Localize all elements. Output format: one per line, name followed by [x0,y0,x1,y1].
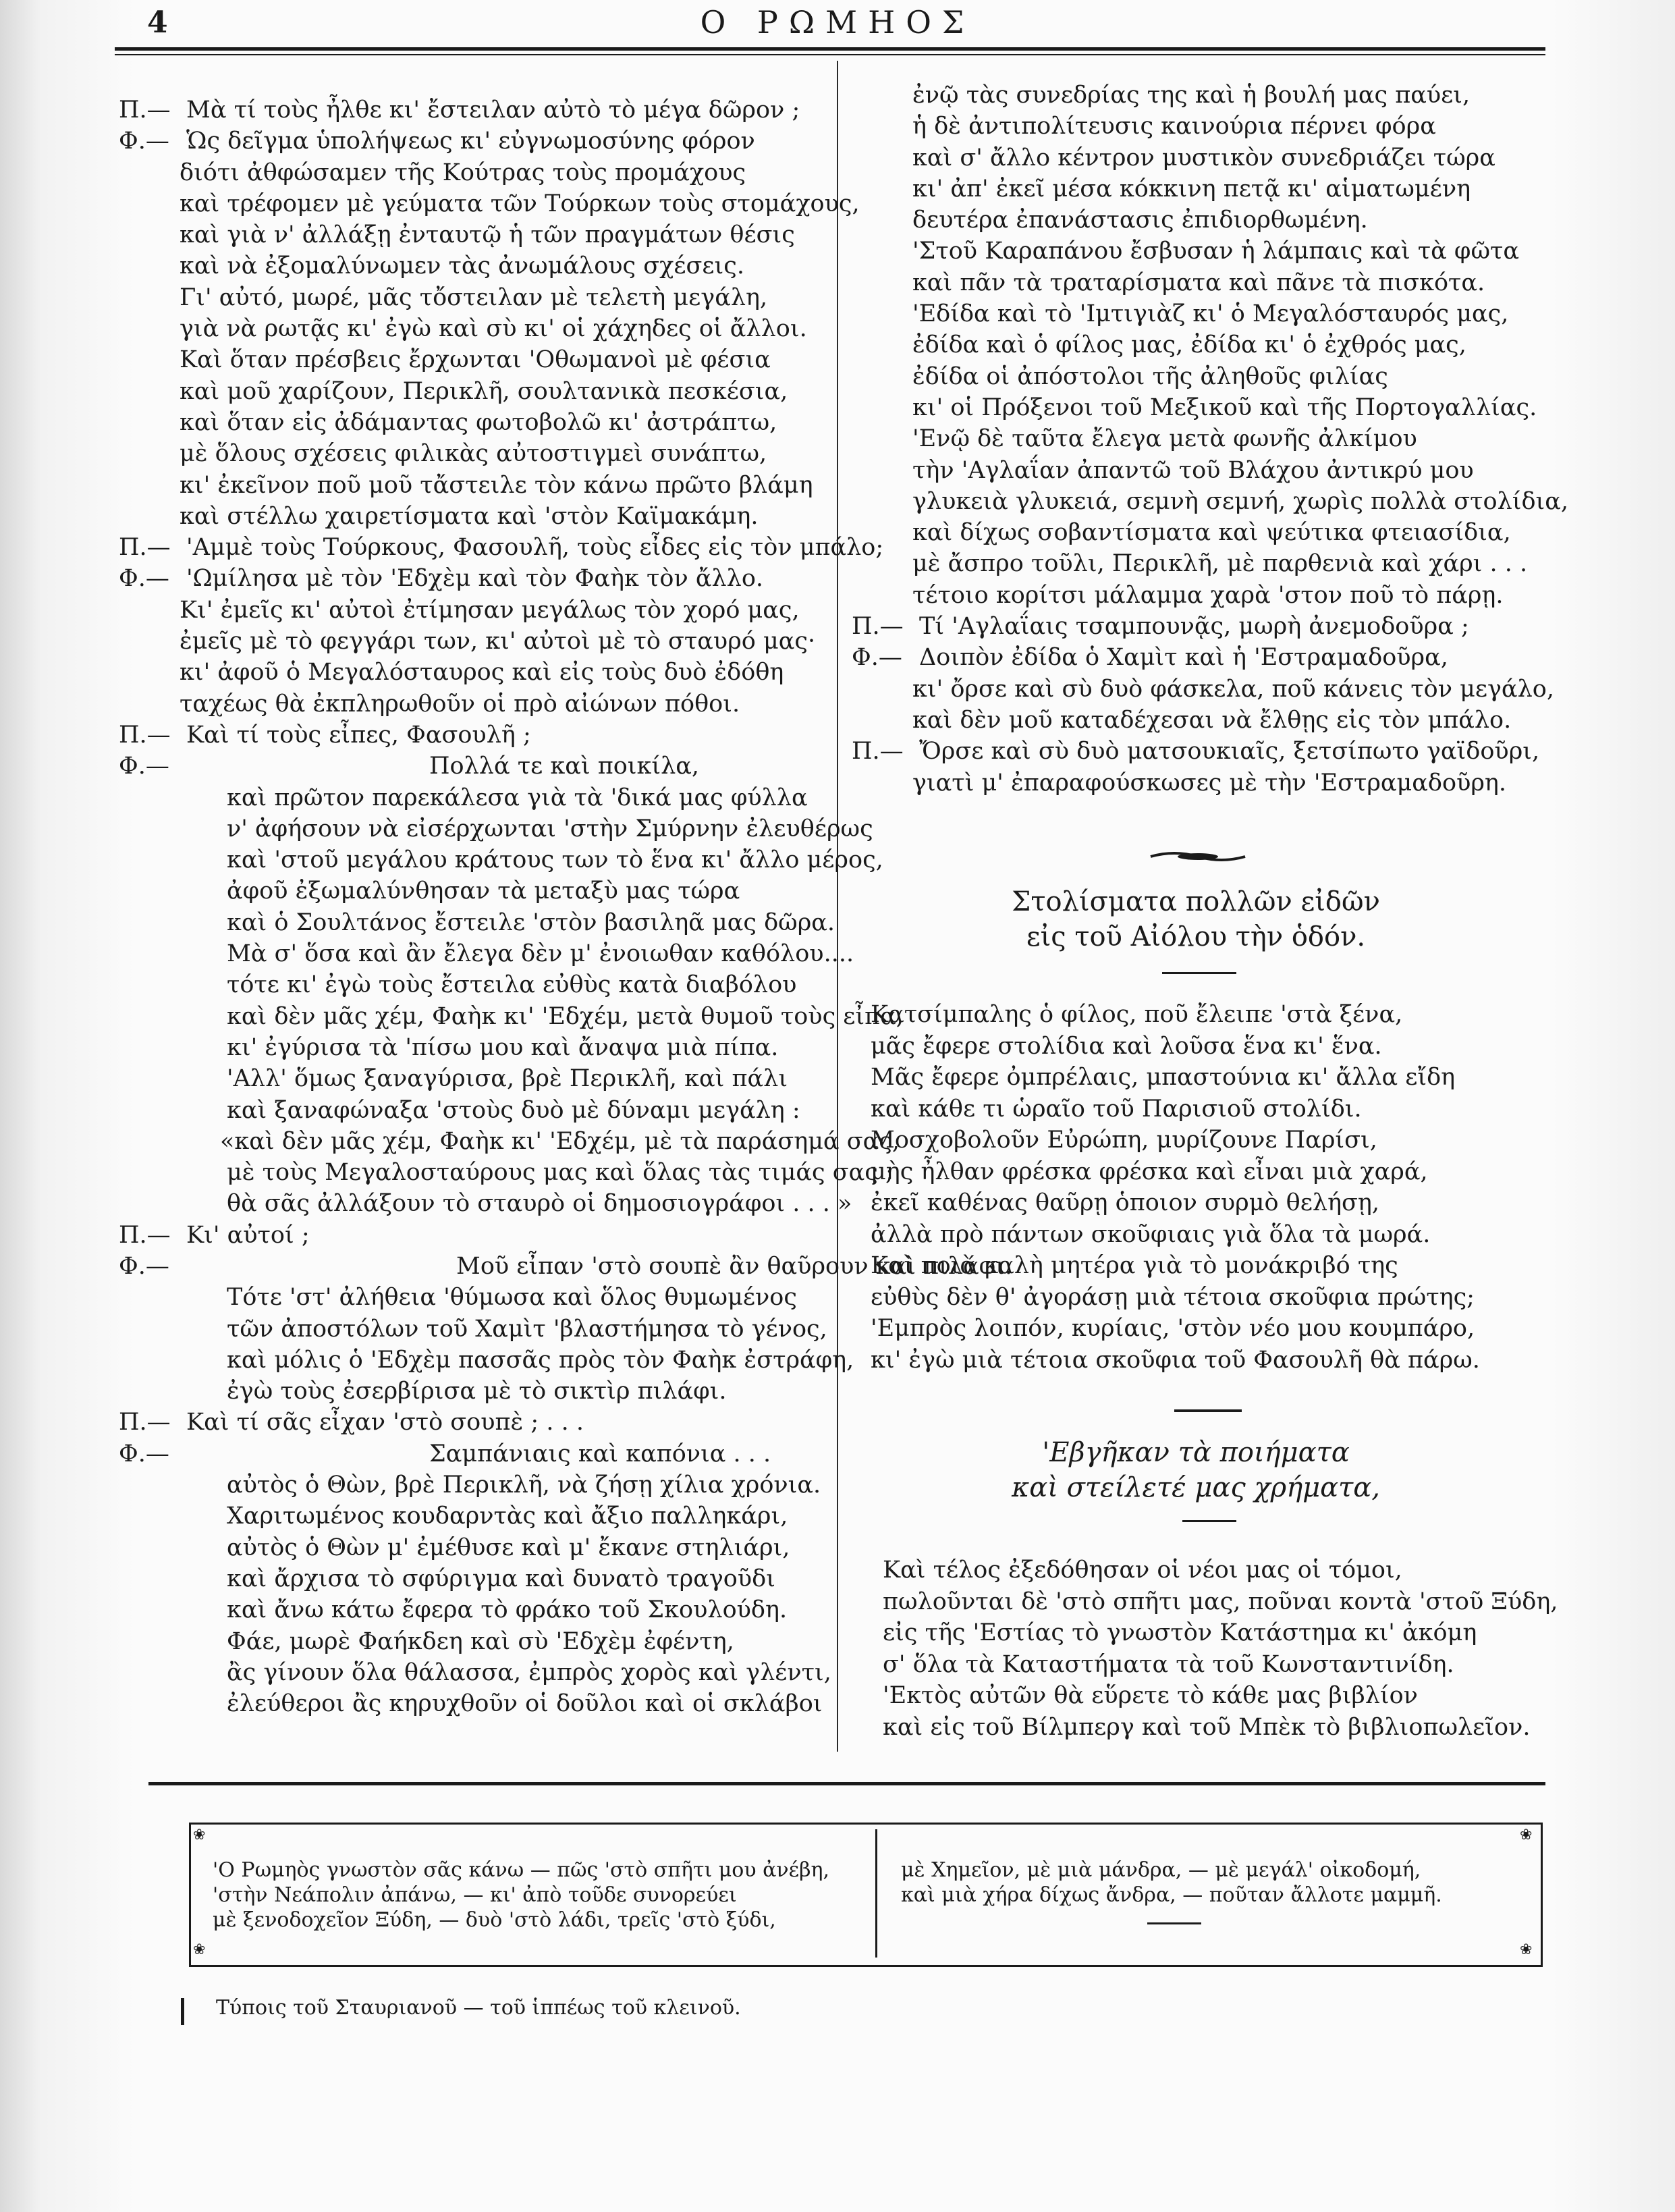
text-line [119,250,829,281]
line-text: Μοῦ εἶπαν 'στὸ σουπὲ ἂν θαῦρουν καὶ πιλάφι. [456,1252,1013,1280]
line-text: 'Ωμίλησα μὲ τὸν 'Εδχὲμ καὶ τὸν Φαὴκ τὸν ἄλλο. [186,565,764,593]
text-line [119,344,829,375]
text-line [119,532,884,563]
line-text: καὶ δίχως σοβαντίσματα καὶ ψεύτικα φτειασίδια, [912,519,1511,547]
line-text: αὐτὸς ὁ Θὼν, βρὲ Περικλῆ, νὰ ζήσῃ χίλια χρόνια. [227,1472,821,1499]
text-line: καὶ μιὰ χήρα δίχως ἄνδρα, — ποῦταν ἄλλοτε μαμμῆ. [901,1883,1442,1907]
line-text: ν' ἀφήσουν νὰ εἰσέρχωνται 'στὴν Σμύρνην ἐλευθέρως [227,815,873,842]
line-text: τὴν 'Αγλαΐαν ἀπαντῶ τοῦ Βλάχου ἀντικρύ μου [912,456,1474,484]
speaker-label: Φ.— [119,1440,169,1467]
text-line [119,1188,852,1219]
text-line [119,689,829,720]
text-line [119,1095,829,1126]
footer-ornament [1147,1922,1201,1924]
line-text: κι' ἀπ' ἐκεῖ μέσα κόκκινη πετᾷ κι' αἱματωμένη [912,175,1471,203]
ornament-divider [1147,844,1248,871]
text-line [119,438,829,469]
printer-marker [181,1998,184,2025]
text-line [119,1157,894,1188]
line-text: καὶ μόλις ὁ 'Εδχὲμ πασσᾶς πρὸς τὸν Φαὴκ ἐστράφη, [227,1346,854,1374]
line-text: γιὰ νὰ ρωτᾷς κι' ἐγὼ καὶ σὺ κι' οἱ χάχηδες οἱ ἄλλοι. [180,315,807,343]
text-line [119,407,829,438]
line-text: 'Στοῦ Καραπάνου ἔσβυσαν ἡ λάμπαις καὶ τὰ φῶτα [912,238,1519,265]
text-line [852,674,1554,705]
line-text: ἐνῷ τὰς συνεδρίας της καὶ ἡ βουλή μας παύει, [912,82,1471,109]
text-line: Καὶ τέλος ἐξεδόθησαν οἱ νέοι μας οἱ τόμοι, [883,1557,1402,1584]
line-text: Κι' αὐτοί ; [186,1221,310,1249]
text-line: μᾶς ἔφερε στολίδια καὶ λοῦσα ἕνα κι' ἕνα. [871,1032,1382,1060]
header-rule-thick [115,47,1545,51]
line-text: τῶν ἀποστόλων τοῦ Χαμὶτ 'βλαστήμησα τὸ γένος, [227,1315,827,1343]
text-line: Μοσχοβολοῦν Εὐρώπη, μυρίζουνε Παρίσι, [871,1127,1377,1154]
text-line: εἰς τῆς 'Εστίας τὸ γνωστὸν Κατάστημα κι' ἀκόμη [883,1619,1477,1646]
section-title-2-line-1: 'Εβγῆκαν τὰ ποιήματα [1042,1437,1350,1468]
section-2-announcement [883,1555,1558,1743]
speaker-label: Π.— [119,534,171,562]
text-line [119,1251,1013,1282]
text-line: ἀλλὰ πρὸ πάντων σκοῦφιαις γιὰ ὅλα τὰ μωρά. [871,1220,1431,1248]
line-text: καὶ ὁ Σουλτάνος ἔστειλε 'στὸν βασιληᾶ μας δῶρα. [227,909,835,936]
line-text: κι' ὄρσε καὶ σὺ δυὸ φάσκελα, ποῦ κάνεις τὸν μεγάλο, [912,675,1554,703]
line-text: Τί 'Αγλαΐαις τσαμπουνᾷς, μωρὴ ἀνεμοδοῦρα ; [919,613,1469,641]
line-text: Μὰ σ' ὅσα καὶ ἂν ἔλεγα δὲν μ' ἐνοιωθαν καθόλου.... [227,940,854,968]
line-text: Γι' αὐτό, μωρέ, μᾶς τὄστειλαν μὲ τελετὴ μεγάλη, [180,284,768,311]
line-text: Ὄρσε καὶ σὺ δυὸ ματσουκιαῖς, ξετσίπωτο γαϊδοῦρι, [919,738,1540,765]
line-text: Τότε 'στ' ἀλήθεια 'θύμωσα καὶ ὅλος θυμωμένος [227,1284,797,1312]
line-text: καὶ ἄνω κάτω ἔφερα τὸ φράκο τοῦ Σκουλούδη. [227,1596,788,1624]
speaker-label: Π.— [119,1221,171,1249]
text-line [119,1282,829,1313]
line-text: κι' ἀφοῦ ὁ Μεγαλόσταυρος καὶ εἰς τοὺς δυὸ ἐδόθη [180,659,784,686]
text-line [119,969,829,1000]
text-line: ἐκεῖ καθένας θαῦρῃ ὁποιον συρμὸ θελήσῃ, [871,1189,1380,1216]
text-line: μὲ Χημεῖον, μὲ μιὰ μάνδρα, — μὲ μεγάλ' οἰκοδομή, [901,1858,1421,1882]
line-text: 'Ενῷ δὲ ταῦτα ἔλεγα μετὰ φωνῆς ἀλκίμου [912,425,1417,453]
text-line: 'Ο Ρωμηὸς γνωστὸν σᾶς κάνω — πῶς 'στὸ σπῆτι μου ἀνέβη, [213,1858,830,1882]
text-line [119,1438,829,1469]
ornament-flourish-icon [1147,848,1248,865]
line-text: καὶ ξαναφώναξα 'στοὺς δυὸ μὲ δύναμι μεγάλη : [227,1096,800,1124]
text-line [119,1657,829,1688]
column-divider [837,61,838,1752]
line-text: καὶ πρῶτον παρεκάλεσα γιὰ τὰ 'δικά μας φύλλα [227,784,808,811]
line-text: μὲ ἄσπρο τοῦλι, Περικλῆ, μὲ παρθενιὰ καὶ χάρι . . . [912,550,1528,578]
text-line: σ' ὅλα τὰ Καταστήματα τὰ τοῦ Κωνσταντινίδη. [883,1650,1454,1678]
text-line [119,1376,829,1407]
line-text: μὲ ὅλους σχέσεις φιλικὰς αὐτοστιγμεὶ συνάπτω, [180,440,767,468]
line-text: ἂς γίνουν ὅλα θάλασσα, ἐμπρὸς χορὸς καὶ γλέντι, [227,1658,831,1686]
text-line: 'Εμπρὸς λοιπόν, κυρίαις, 'στὸν νέο μου κουμπάρο, [871,1315,1475,1342]
line-text: κι' οἱ Πρόξενοι τοῦ Μεξικοῦ καὶ τῆς Πορτογαλλίας. [912,394,1537,421]
line-text: ἐδίδα οἱ ἀπόστολοι τῆς ἀληθοῦς φιλίας [912,362,1388,390]
text-line [119,751,829,782]
text-line [852,517,1554,548]
text-line [852,392,1554,423]
line-text: μὲ τοὺς Μεγαλοσταύρους μας καὶ ὅλας τὰς τιμάς σας ; [227,1159,894,1187]
line-text: ταχέως θὰ ἐκπληρωθοῦν οἱ πρὸ αἰώνων πόθοι. [180,690,740,718]
ornament-divider-2 [1174,1409,1242,1412]
speaker-label: Φ.— [119,753,169,780]
text-line [119,595,829,626]
speaker-label: Π.— [852,738,904,765]
footer-rule [148,1782,1545,1785]
text-line [852,298,1554,329]
text-line [119,563,829,594]
section-title-2-line-2: καὶ στείλετέ μας χρήματα, [1011,1472,1381,1503]
text-line [119,1001,904,1032]
line-text: καὶ ἄρχισα τὸ σφύριγμα καὶ δυνατὸ τραγοῦδι [227,1565,775,1592]
page-number: 4 [147,5,168,40]
section-title-1-line-1: Στολίσματα πολλῶν εἰδῶν [1012,886,1380,917]
text-line [119,126,829,157]
text-line [852,111,1554,142]
section-title-2 [852,1435,1540,1505]
text-line [119,1501,829,1532]
line-text: δευτέρα ἐπανάστασις ἐπιδιορθωμένη. [912,207,1368,234]
line-text: Κι' ἐμεῖς κι' αὐτοὶ ἐτίμησαν μεγάλως τὸν χορό μας, [180,596,800,624]
line-text: Καὶ ὅταν πρέσβεις ἔρχωνται 'Οθωμανοὶ μὲ φέσια [180,346,771,374]
text-line [852,361,1554,392]
speaker-label: Φ.— [119,565,169,593]
text-line [852,736,1554,767]
right-column-dialogue [852,80,1569,799]
line-text: γιατὶ μ' ἐπαραφούσκωσες μὲ τὴν 'Εστραμαδοῦρη. [912,769,1507,797]
speaker-label: Φ.— [852,644,902,672]
text-line [119,313,829,344]
line-text: καὶ 'στοῦ μεγάλου κράτους των τὸ ἕνα κι' ἄλλο μέρος, [227,846,883,874]
speaker-label: Φ.— [119,1252,169,1280]
speaker-label: Π.— [119,721,171,749]
line-text: ἐγὼ τοὺς ἐσερβίρισα μὲ τὸ σικτὶρ πιλάφι. [227,1378,727,1405]
text-line [119,1032,829,1063]
text-line: καὶ κάθε τι ὡραῖο τοῦ Παρισιοῦ στολίδι. [871,1095,1362,1123]
line-text: Καὶ τί τοὺς εἶπες, Φασουλῆ ; [186,721,531,749]
line-text: καὶ νὰ ἐξομαλύνωμεν τὰς ἀνωμάλους σχέσεις. [180,252,744,280]
line-text: καὶ δὲν μοῦ καταδέχεσαι νὰ ἔλθῃς εἰς τὸν μπάλο. [912,706,1512,734]
text-line [119,1532,829,1563]
text-line [119,282,829,313]
line-text: διότι ἀθφώσαμεν τῆς Κούτρας τοὺς προμάχους [180,159,746,186]
text-line [119,844,883,875]
text-line [119,813,873,844]
speaker-label: Π.— [119,97,171,124]
text-line: κι' ἐγὼ μιὰ τέτοια σκοῦφια τοῦ Φασουλῆ θὰ πάρω. [871,1346,1480,1374]
text-line: Κατσίμπαλης ὁ φίλος, ποῦ ἔλειπε 'στὰ ξένα, [871,1001,1403,1028]
section-title-1 [852,884,1540,954]
footer-notice-right [901,1858,1442,1908]
line-text: ἐμεῖς μὲ τὸ φεγγάρι των, κι' αὐτοὶ μὲ τὸ σταυρό μας· [180,628,816,655]
text-line: πωλοῦνται δὲ 'στὸ σπῆτι μας, ποῦναι κοντὰ 'στοῦ Ξύδη, [883,1588,1558,1615]
line-text: θὰ σᾶς ἀλλάξουν τὸ σταυρὸ οἱ δημοσιογράφοι . . . » [227,1190,852,1218]
line-text: καὶ γιὰ ν' ἀλλάξῃ ἐνταυτῷ ἡ τῶν πραγμάτων θέσις [180,221,795,249]
text-line: Καὶ ποιὰ καλὴ μητέρα γιὰ τὸ μονάκριβό της [871,1252,1398,1279]
text-line [119,907,835,938]
line-text: καὶ στέλλω χαιρετίσματα καὶ 'στὸν Καϊμακάμη. [180,502,759,530]
text-line [852,611,1554,642]
line-text: κι' ἐγύρισα τὰ 'πίσω μου καὶ ἄναψα μιὰ πίπα. [227,1033,779,1061]
text-line [852,329,1554,360]
speaker-label: Φ.— [119,128,169,155]
text-line [119,1594,829,1625]
text-line [119,501,829,532]
left-column-dialogue [119,95,1013,1719]
text-line [119,1688,829,1719]
text-line [852,205,1554,236]
line-text: Φάε, μωρὲ Φαήκδεη καὶ σὺ 'Εδχὲμ ἐφέντη, [227,1627,734,1655]
text-line: 'Εκτὸς αὐτῶν θὰ εὕρετε τὸ κάθε μας βιβλίον [883,1682,1418,1709]
text-line: Μᾶς ἔφερε ὀμπρέλαις, μπαστούνια κι' ἄλλα εἴδη [871,1064,1456,1091]
line-text: κι' ἐκεῖνον ποῦ μοῦ τἄστειλε τὸν κάνω πρῶτο βλάμη [180,471,813,499]
section-rule-2 [1182,1520,1236,1522]
line-text: Μὰ τί τοὺς ἦλθε κι' ἔστειλαν αὐτὸ τὸ μέγα δῶρον ; [186,97,800,124]
text-line [852,236,1554,267]
line-text: καὶ πᾶν τὰ τραταρίσματα καὶ πᾶνε τὰ πισκότα. [912,269,1485,296]
line-text: καὶ δὲν μᾶς χέμ, Φαὴκ κι' 'Εδχέμ, μετὰ θυμοῦ τοὺς εἶπα, [227,1002,904,1030]
line-text: αὐτὸς ὁ Θὼν μ' ἐμέθυσε καὶ μ' ἔκανε στηλιάρι, [227,1534,790,1561]
line-text: καὶ μοῦ χαρίζουν, Περικλῆ, σουλτανικὰ πεσκέσια, [180,377,788,405]
text-line [852,142,1554,173]
text-line [119,1126,900,1157]
line-text: 'Αμμὲ τοὺς Τούρκους, Φασουλῆ, τοὺς εἶδες εἰς τὸν μπάλο; [186,534,884,562]
text-line: μὲ ξενοδοχεῖον Ξύδη, — δυὸ 'στὸ λάδι, τρεῖς 'στὸ ξύδι, [213,1908,776,1932]
text-line [119,1469,829,1501]
text-line [119,376,829,407]
line-text: Καὶ τί σᾶς εἶχαν 'στὸ σουπὲ ; . . . [186,1409,584,1436]
section-1-poem [871,999,1480,1376]
section-title-1-line-2: εἰς τοῦ Αἰόλου τὴν ὁδόν. [1026,921,1366,952]
line-text: 'Εδίδα καὶ τὸ 'Ιμτιγιὰζ κι' ὁ Μεγαλόσταυρός μας, [912,300,1509,328]
text-line [119,470,829,501]
corner-ornament-icon: ❀ [193,1827,206,1843]
text-line [119,157,829,188]
text-line [119,1345,854,1376]
line-text: Δοιπὸν ἐδίδα ὁ Χαμὶτ καὶ ἡ 'Εστραμαδοῦρα, [919,644,1448,672]
text-line [119,1314,829,1345]
text-line [852,580,1554,611]
speaker-label: Π.— [119,1409,171,1436]
text-line [852,80,1554,111]
masthead-title: Ο ΡΩΜΗΟΣ [700,4,975,41]
corner-ornament-icon: ❀ [1520,1941,1533,1958]
line-text: τέτοιο κορίτσι μάλαμμα χαρὰ 'στον ποῦ τὸ πάρῃ. [912,581,1504,609]
line-text: καὶ σ' ἄλλο κέντρον μυστικὸν συνεδριάζει τώρα [912,144,1495,171]
text-line [852,173,1554,205]
line-text: Χαριτωμένος κουδαρντὰς καὶ ἄξιο παλληκάρι, [227,1503,788,1530]
text-line: μὴς ἦλθαν φρέσκα φρέσκα καὶ εἶναι μιὰ χαρά, [871,1158,1428,1185]
text-line [119,219,829,250]
line-text: ἐλεύθεροι ἂς κηρυχθοῦν οἱ δοῦλοι καὶ οἱ σκλάβοι [227,1690,823,1718]
line-text: «καὶ δὲν μᾶς χέμ, Φαὴκ κι' 'Εδχέμ, μὲ τὰ παράσημά σας, [220,1127,900,1155]
line-text: Σαμπάνιαις καὶ καπόνια . . . [429,1440,771,1467]
text-line [119,938,854,969]
printer-imprint: Τύποις τοῦ Σταυριανοῦ — τοῦ ἱππέως τοῦ κλεινοῦ. [216,1996,741,2020]
text-line [119,720,829,751]
text-line [119,1063,829,1094]
line-text: 'Αλλ' ὅμως ξαναγύρισα, βρὲ Περικλῆ, καὶ πάλι [227,1065,788,1093]
text-line [852,767,1554,799]
text-line [119,1626,829,1657]
footer-notice-left [213,1858,829,1933]
line-text: γλυκειὰ γλυκειά, σεμνὴ σεμνή, χωρὶς πολλὰ στολίδια, [912,487,1569,515]
text-line: εὐθὺς δὲν θ' ἀγοράσῃ μιὰ τέτοια σκοῦφια πρώτης; [871,1283,1475,1311]
text-line [852,642,1554,673]
text-line [119,626,829,657]
text-line: καὶ εἰς τοῦ Βίλμπεργ καὶ τοῦ Μπὲκ τὸ βιβλιοπωλεῖον. [883,1713,1531,1741]
line-text: Πολλά τε καὶ ποικίλα, [429,753,700,780]
header-rule-thin [115,54,1545,55]
section-rule [1162,972,1236,974]
text-line [852,267,1554,298]
line-text: τότε κι' ἐγὼ τοὺς ἔστειλα εὐθὺς κατὰ διαβόλου [227,971,797,999]
line-text: καὶ ὅταν εἰς ἀδάμαντας φωτοβολῶ κι' ἀστράπτω, [180,408,777,436]
text-line [119,95,829,126]
corner-ornament-icon: ❀ [1520,1827,1533,1843]
line-text: ἡ δὲ ἀντιπολίτευσις καινούρια πέρνει φόρα [912,113,1436,140]
text-line [119,782,829,813]
footer-box-divider [875,1829,877,1958]
line-text: καὶ τρέφομεν μὲ γεύματα τῶν Τούρκων τοὺς στομάχους, [180,190,860,217]
text-line [852,486,1569,517]
text-line [119,657,829,688]
text-line [119,875,829,907]
line-text: ἀφοῦ ἐξωμαλύνθησαν τὰ μεταξὺ μας τώρα [227,878,740,905]
text-line [852,705,1554,736]
text-line [852,423,1554,454]
text-line [119,1563,829,1594]
text-line [119,188,860,219]
text-line: 'στὴν Νεάπολιν ἀπάνω, — κι' ἀπὸ τοῦδε συνορεύει [213,1883,737,1907]
text-line [852,455,1554,486]
text-line [852,548,1554,579]
speaker-label: Π.— [852,613,904,641]
line-text: ἐδίδα καὶ ὁ φίλος μας, ἐδίδα κι' ὁ ἐχθρός μας, [912,331,1466,359]
text-line [119,1407,829,1438]
line-text: Ὡς δεῖγμα ὑπολήψεως κι' εὐγνωμοσύνης φόρον [186,128,755,155]
corner-ornament-icon: ❀ [193,1941,206,1958]
text-line [119,1220,829,1251]
